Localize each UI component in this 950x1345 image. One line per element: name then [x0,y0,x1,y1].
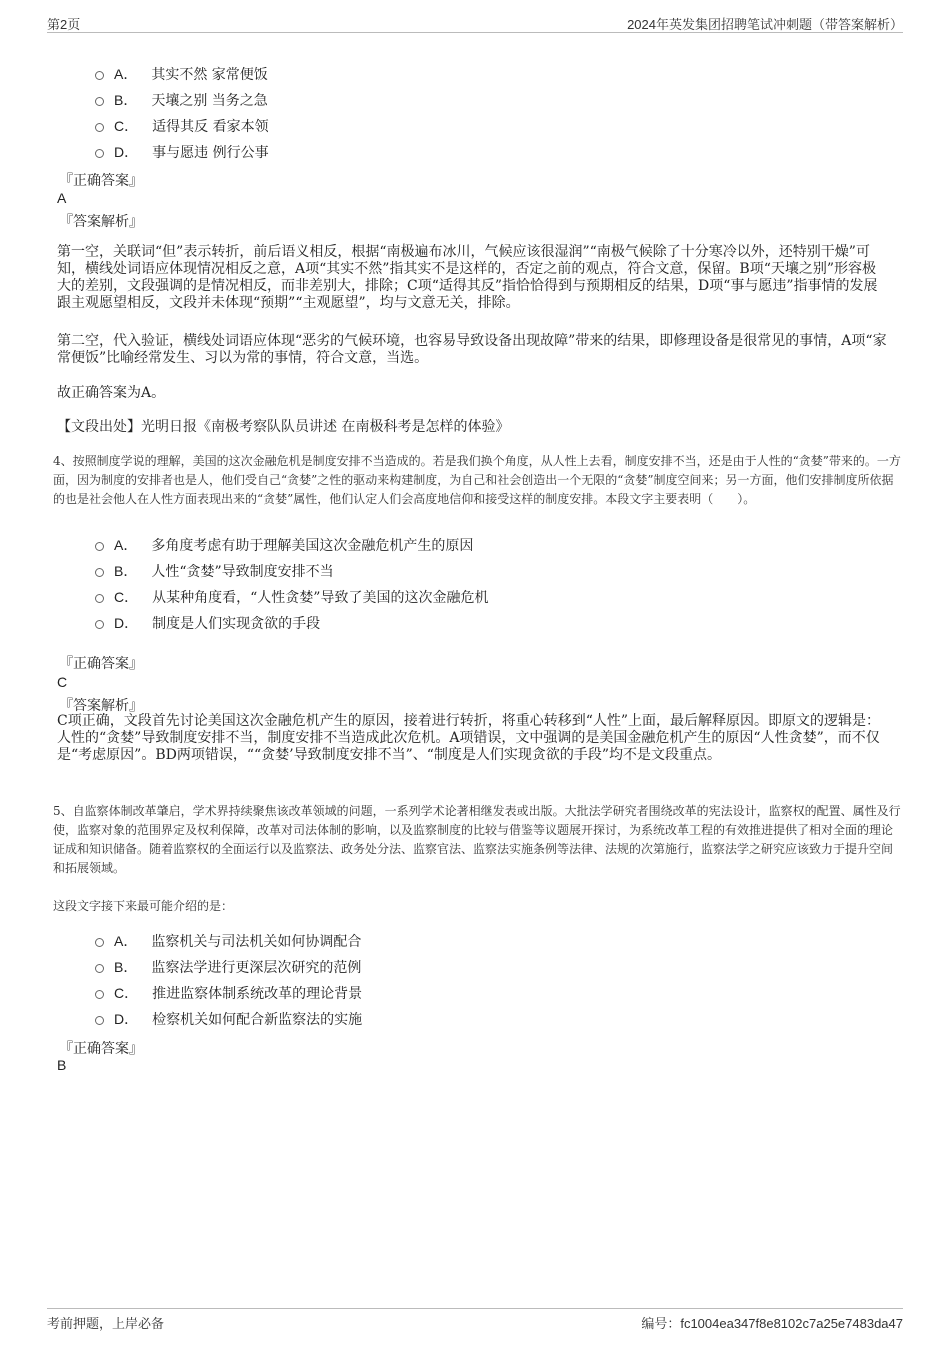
radio-icon[interactable] [95,1016,104,1025]
q3-option-b[interactable]: B． 天壤之别 当务之急 [95,87,269,113]
q4-options [95,532,488,636]
q5-option-b[interactable]: B． 监察法学进行更深层次研究的范例 [95,954,362,980]
q3-options [95,61,269,165]
document-code-label: 编号： [641,1317,681,1332]
q4-answer-label: 『正确答案』 [59,656,143,672]
q3-analysis-paragraph-1: 第一空，关联词“但”表示转折，前后语义相反，根据“南极遍布冰川，气候应该很湿润”“南极气候除了十分寒冷以外，还特别干燥”可知，横线处词语应体现情况相反之意，A项“其实不然”指其实不是这样的，否定之前的观点，符合文意，保留。B项“天壤之别”形容极大的差别，文段强调的是情况相反，而非差别大，排除；C项“适得其反”指恰恰得到与预期相反的结果，D项“事与愿违”指事情的发展跟主观愿望相反，文段并未体现“预期”“主观愿望”，均与文意无关，排除。 [57,244,878,311]
q5-options [95,928,362,1032]
q3-analysis-label: 『答案解析』 [59,214,143,230]
q4-analysis: C项正确，文段首先讨论美国这次金融危机产生的原因，接着进行转折，将重心转移到“人性”上面，最后解释原因。即原文的逻辑是：人性的“贪婪”导致制度安排不当，制度安排不当造成此次危机。A项错误，文中强调的是美国金融危机产生的原因“人性贪婪”，而不仅是“考虑原因”。BD两项错误，““贪婪’导致制度安排不当”、“制度是人们实现贪欲的手段”均不是文段重点。 [57,713,881,763]
document-code [641,1313,903,1332]
radio-icon[interactable] [95,938,104,947]
q4-analysis-label: 『答案解析』 [59,698,143,714]
q3-analysis-paragraph-3: 故正确答案为A。 [57,385,166,401]
radio-icon[interactable] [95,620,104,629]
q5-option-c[interactable]: C． 推进监察体制系统改革的理论背景 [95,980,362,1006]
q3-answer-label: 『正确答案』 [59,173,143,189]
q3-option-d[interactable]: D． 事与愿违 例行公事 [95,139,269,165]
q4-option-a[interactable]: A． 多角度考虑有助于理解美国这次金融危机产生的原因 [95,532,488,558]
q5-stem: 5、自监察体制改革肇启，学术界持续聚焦该改革领域的问题，一系列学术论著相继发表或出版。大批法学研究者围绕改革的宪法设计，监察权的配置、属性及行使，监察对象的范围界定及权利保障，改革对司法体制的影响，以及监察制度的比较与借鉴等议题展开探讨，为系统改革工程的有效推进提供了相对全面的理论证成和知识储备。随着监察权的全面运行以及监察法、政务处分法、监察官法、监察法实施条例等法律、法规的次第施行，监察法学之研究应该致力于提升空间和拓展领域。 [53,804,901,875]
page-number: 第2页 [47,17,81,32]
q3-answer: A [57,190,67,206]
q3-option-c[interactable]: C． 适得其反 看家本领 [95,113,269,139]
radio-icon[interactable] [95,71,104,80]
q5-question: 这段文字接下来最可能介绍的是： [53,899,234,913]
page-footer [47,1308,903,1332]
radio-icon[interactable] [95,149,104,158]
q3-source: 【文段出处】光明日报《南极考察队队员讲述 在南极科考是怎样的体验》 [57,419,510,435]
page-header [47,12,903,33]
radio-icon[interactable] [95,990,104,999]
document-title: 2024年英发集团招聘笔试冲刺题（带答案解析） [627,17,903,32]
radio-icon[interactable] [95,594,104,603]
q4-option-d[interactable]: D． 制度是人们实现贪欲的手段 [95,610,488,636]
q5-option-a[interactable]: A． 监察机关与司法机关如何协调配合 [95,928,362,954]
radio-icon[interactable] [95,123,104,132]
q4-stem: 4、按照制度学说的理解，美国的这次金融危机是制度安排不当造成的。若是我们换个角度，从人性上去看，制度安排不当，还是由于人性的“贪婪”带来的。一方面，因为制度的安排者也是人，他们受自己“贪婪”之性的驱动来构建制度，为自己和社会创造出一个无限的“贪婪”制度空间来；另一方面，他们安排制度所依据的也是社会他人在人性方面表现出来的“贪婪”属性，他们认定人们会高度地信仰和接受这样的制度安排。本段文字主要表明（ ）。 [53,454,901,506]
q5-answer: B [57,1057,67,1073]
q4-option-c[interactable]: C． 从某种角度看，“人性贪婪”导致了美国的这次金融危机 [95,584,488,610]
q3-option-a[interactable]: A． 其实不然 家常便饭 [95,61,269,87]
radio-icon[interactable] [95,568,104,577]
radio-icon[interactable] [95,97,104,106]
q3-analysis-paragraph-2: 第二空，代入验证，横线处词语应体现“恶劣的气候环境，也容易导致设备出现故障”带来的结果，即修理设备是很常见的事情，A项“家常便饭”比喻经常发生、习以为常的事情，符合文意，当选。 [57,333,887,366]
radio-icon[interactable] [95,542,104,551]
footer-slogan: 考前押题，上岸必备 [47,1317,165,1332]
q5-option-d[interactable]: D． 检察机关如何配合新监察法的实施 [95,1006,362,1032]
q4-answer: C [57,674,68,690]
q5-answer-label: 『正确答案』 [59,1041,143,1057]
radio-icon[interactable] [95,964,104,973]
document-code-value: fc1004ea347f8e8102c7a25e7483da47 [680,1316,903,1331]
q4-option-b[interactable]: B． 人性“贪婪”导致制度安排不当 [95,558,488,584]
